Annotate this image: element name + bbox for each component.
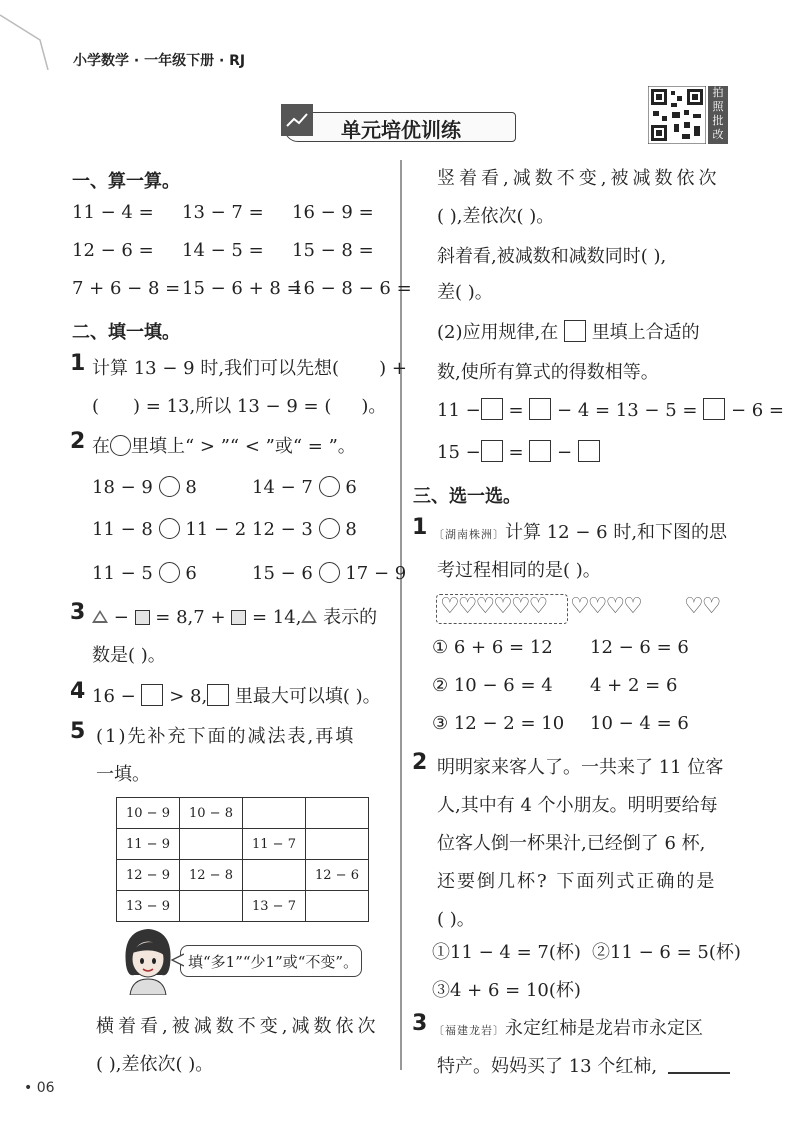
table-cell[interactable]: [243, 860, 306, 891]
table-cell: 11 − 7: [243, 829, 306, 860]
question-text: 数是( )。: [92, 645, 166, 666]
answer-circle[interactable]: [319, 518, 340, 539]
answer-box[interactable]: [703, 398, 725, 420]
region-tag: 〔福建龙岩〕: [433, 1024, 505, 1037]
triangle-icon: [92, 610, 108, 623]
question-text: − = 8,7 + = 14, 表示的: [92, 603, 377, 629]
question-text: 还要倒几杯? 下面列式正确的是: [437, 871, 717, 892]
calc-problem: 16 − 8 − 6 =: [292, 278, 412, 299]
question-number: 4: [70, 679, 86, 704]
table-cell[interactable]: [180, 891, 243, 922]
section-title: 三、选一选。: [413, 486, 521, 507]
question-number: 3: [70, 600, 86, 625]
option-text: 10 − 4 = 6: [590, 713, 689, 734]
question-number: 5: [70, 719, 86, 744]
section-title: 一、算一算。: [72, 171, 180, 192]
question-text: ( ),差依次( )。: [437, 206, 555, 227]
question-text: (1)先补充下面的减法表,再填: [96, 726, 356, 747]
table-cell: 13 − 9: [117, 891, 180, 922]
qr-side-label: 拍照批改: [708, 86, 728, 144]
question-text: 〔福建龙岩〕永定红柿是龙岩市永定区: [433, 1018, 703, 1039]
option-text: 4 + 2 = 6: [590, 675, 678, 696]
calc-problem: 13 − 7 =: [182, 202, 264, 223]
square-icon: [231, 610, 246, 625]
calc-problem: 14 − 5 =: [182, 240, 264, 261]
question-text: 计算 13 − 9 时,我们可以先想( ) +: [92, 358, 407, 379]
answer-box[interactable]: [529, 440, 551, 462]
answer-circle[interactable]: [319, 562, 340, 583]
book-title: 小学数学 · 一年级下册 · RJ: [73, 53, 246, 69]
section-title: 二、填一填。: [72, 322, 180, 343]
calc-problem: 16 − 9 =: [292, 202, 374, 223]
answer-box[interactable]: [564, 320, 586, 342]
question-text: (2)应用规律,在 里填上合适的: [437, 322, 700, 343]
question-text: 明明家来客人了。一共来了 11 位客: [437, 757, 724, 778]
calc-problem: 11 − 4 =: [72, 202, 154, 223]
qr-code-icon[interactable]: [648, 86, 706, 144]
hearts-icon: ♡♡♡♡♡♡: [440, 594, 547, 619]
question-text: 考过程相同的是( )。: [437, 560, 601, 581]
calc-problem: 15 − 8 =: [292, 240, 374, 261]
option-text: 12 − 6 = 6: [590, 637, 689, 658]
option-text[interactable]: ① 6 + 6 = 12: [432, 637, 553, 658]
compare-item: 18 − 9 8: [92, 477, 197, 498]
table-cell[interactable]: [243, 798, 306, 829]
girl-avatar: [118, 925, 178, 995]
equation-chain: 15 − = −: [437, 440, 600, 463]
equation-chain: 11 − = − 4 = 13 − 5 = − 6 =: [437, 400, 785, 421]
page-number: • 06: [24, 1080, 55, 1096]
question-text: ( ) = 13,所以 13 − 9 = ( )。: [92, 396, 387, 417]
question-text: 斜着看,被减数和减数同时( ),: [437, 246, 667, 267]
table-cell: 10 − 9: [117, 798, 180, 829]
region-tag: 〔湖南株洲〕: [433, 528, 505, 541]
answer-circle[interactable]: [159, 562, 180, 583]
question-text: 数,使所有算式的得数相等。: [437, 362, 659, 383]
question-text: ( ),差依次( )。: [96, 1054, 214, 1075]
table-row: [117, 860, 369, 891]
answer-circle[interactable]: [159, 518, 180, 539]
hint-text: 填“多1”“少1”或“不变”。: [188, 953, 359, 971]
compare-item: 11 − 8 11 − 2: [92, 519, 247, 540]
trend-icon: [281, 104, 313, 136]
option-text[interactable]: ③4 + 6 = 10(杯): [432, 980, 581, 1001]
answer-box[interactable]: [529, 398, 551, 420]
answer-box[interactable]: [481, 398, 503, 420]
hearts-icon: ♡♡♡♡: [570, 594, 641, 619]
compare-item: 12 − 3 8: [252, 519, 357, 540]
table-row: [117, 798, 369, 829]
speech-bubble-tail: [170, 952, 184, 968]
question-text: 横着看,被减数不变,减数依次: [96, 1016, 380, 1037]
table-cell: 10 − 8: [180, 798, 243, 829]
calc-problem: 15 − 6 + 8 =: [182, 278, 302, 299]
question-text: 〔湖南株洲〕计算 12 − 6 时,和下图的思: [433, 522, 728, 543]
question-text: 位客人倒一杯果汁,已经倒了 6 杯,: [437, 833, 706, 854]
answer-circle[interactable]: [319, 476, 340, 497]
table-cell: 12 − 9: [117, 860, 180, 891]
calc-problem: 12 − 6 =: [72, 240, 154, 261]
question-number: 3: [412, 1011, 428, 1036]
table-cell: 12 − 8: [180, 860, 243, 891]
triangle-icon: [301, 610, 317, 623]
table-cell[interactable]: [180, 829, 243, 860]
question-text: 特产。妈妈买了 13 个红柿,: [437, 1056, 658, 1077]
answer-box[interactable]: [207, 684, 229, 706]
answer-box[interactable]: [141, 684, 163, 706]
question-number: 2: [412, 750, 428, 775]
answer-circle[interactable]: [159, 476, 180, 497]
table-cell[interactable]: [306, 798, 369, 829]
question-number: 1: [412, 515, 428, 540]
table-row: [117, 829, 369, 860]
question-text: 16 − > 8, 里最大可以填( )。: [92, 686, 381, 707]
question-text: 一填。: [96, 764, 150, 785]
question-number: 1: [70, 351, 86, 376]
question-text: 人,其中有 4 个小朋友。明明要给每: [437, 795, 718, 816]
subtraction-table: [116, 797, 369, 922]
question-text: 竖着看,减数不变,被减数依次: [437, 168, 721, 189]
calc-problem: 7 + 6 − 8 =: [72, 278, 181, 299]
question-text: ( )。: [437, 909, 475, 930]
unit-title: 单元培优训练: [341, 118, 461, 142]
table-cell: 12 − 6: [306, 860, 369, 891]
question-number: 2: [70, 429, 86, 454]
answer-box[interactable]: [481, 440, 503, 462]
table-row: [117, 891, 369, 922]
compare-item: 15 − 6 17 − 9: [252, 563, 407, 584]
table-cell: 13 − 7: [243, 891, 306, 922]
compare-item: 14 − 7 6: [252, 477, 357, 498]
compare-item: 11 − 5 6: [92, 563, 197, 584]
table-cell[interactable]: [306, 891, 369, 922]
option-text[interactable]: ②11 − 6 = 5(杯): [592, 942, 741, 963]
option-text[interactable]: ② 10 − 6 = 4: [432, 675, 553, 696]
square-icon: [135, 610, 150, 625]
question-text: 在 里填上“ > ”“ < ”或“ = ”。: [92, 436, 356, 457]
answer-box[interactable]: [578, 440, 600, 462]
table-cell[interactable]: [306, 829, 369, 860]
option-text[interactable]: ③ 12 − 2 = 10: [432, 713, 565, 734]
answer-blank-line[interactable]: [668, 1072, 730, 1074]
page-corner-decoration: [0, 0, 60, 70]
question-text: 差( )。: [437, 282, 493, 303]
option-text[interactable]: ①11 − 4 = 7(杯): [432, 942, 581, 963]
hearts-icon: ♡♡: [684, 594, 720, 619]
table-cell: 11 − 9: [117, 829, 180, 860]
answer-circle[interactable]: [110, 435, 131, 456]
